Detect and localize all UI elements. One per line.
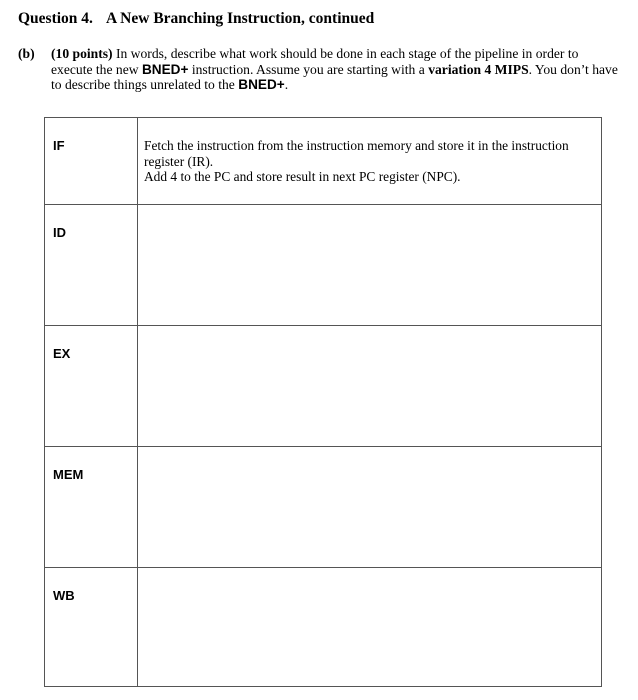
stage-name-id: ID xyxy=(45,205,138,326)
answer-line: Fetch the instruction from the instruction memory and store it in the instruction register (IR). xyxy=(144,138,569,169)
points-label: (10 points) xyxy=(51,46,113,61)
stage-answer-wb[interactable] xyxy=(138,568,602,687)
stage-name-wb: WB xyxy=(45,568,138,687)
mips-label: MIPS xyxy=(494,61,529,77)
part-label: (b) xyxy=(18,46,35,61)
part-b-prompt xyxy=(18,46,618,93)
stage-name-mem: MEM xyxy=(45,447,138,568)
answer-line: Add 4 to the PC and store result in next PC register (NPC). xyxy=(144,169,461,184)
stage-answer-mem[interactable] xyxy=(138,447,602,568)
stage-row-mem xyxy=(45,447,602,568)
stage-row-id xyxy=(45,205,602,326)
stage-row-if xyxy=(45,118,602,205)
prompt-text-2: instruction. Assume you are starting with a xyxy=(188,61,429,77)
stage-answer-if[interactable] xyxy=(138,118,602,205)
question-title xyxy=(18,10,374,28)
pipeline-stage-table xyxy=(44,117,602,687)
question-heading: A New Branching Instruction, continued xyxy=(105,10,375,27)
variation-label: variation 4 xyxy=(428,61,492,77)
instruction-name-2: BNED+ xyxy=(238,77,285,92)
stage-answer-id[interactable] xyxy=(138,205,602,326)
stage-answer-ex[interactable] xyxy=(138,326,602,447)
stage-name-if: IF xyxy=(45,118,138,205)
prompt-text-4: . xyxy=(284,77,289,92)
stage-row-wb xyxy=(45,568,602,687)
instruction-name-1: BNED+ xyxy=(141,61,189,77)
stage-row-ex xyxy=(45,326,602,447)
question-number: Question 4. xyxy=(18,10,93,27)
stage-name-ex: EX xyxy=(45,326,138,447)
prompt-text-3: . You don’t have to describe things unrelated to the xyxy=(51,61,618,92)
part-b-text xyxy=(51,46,618,93)
prompt-text-1: In words, describe what work should be done in each stage of the pipeline in order to execute the new xyxy=(51,46,579,77)
